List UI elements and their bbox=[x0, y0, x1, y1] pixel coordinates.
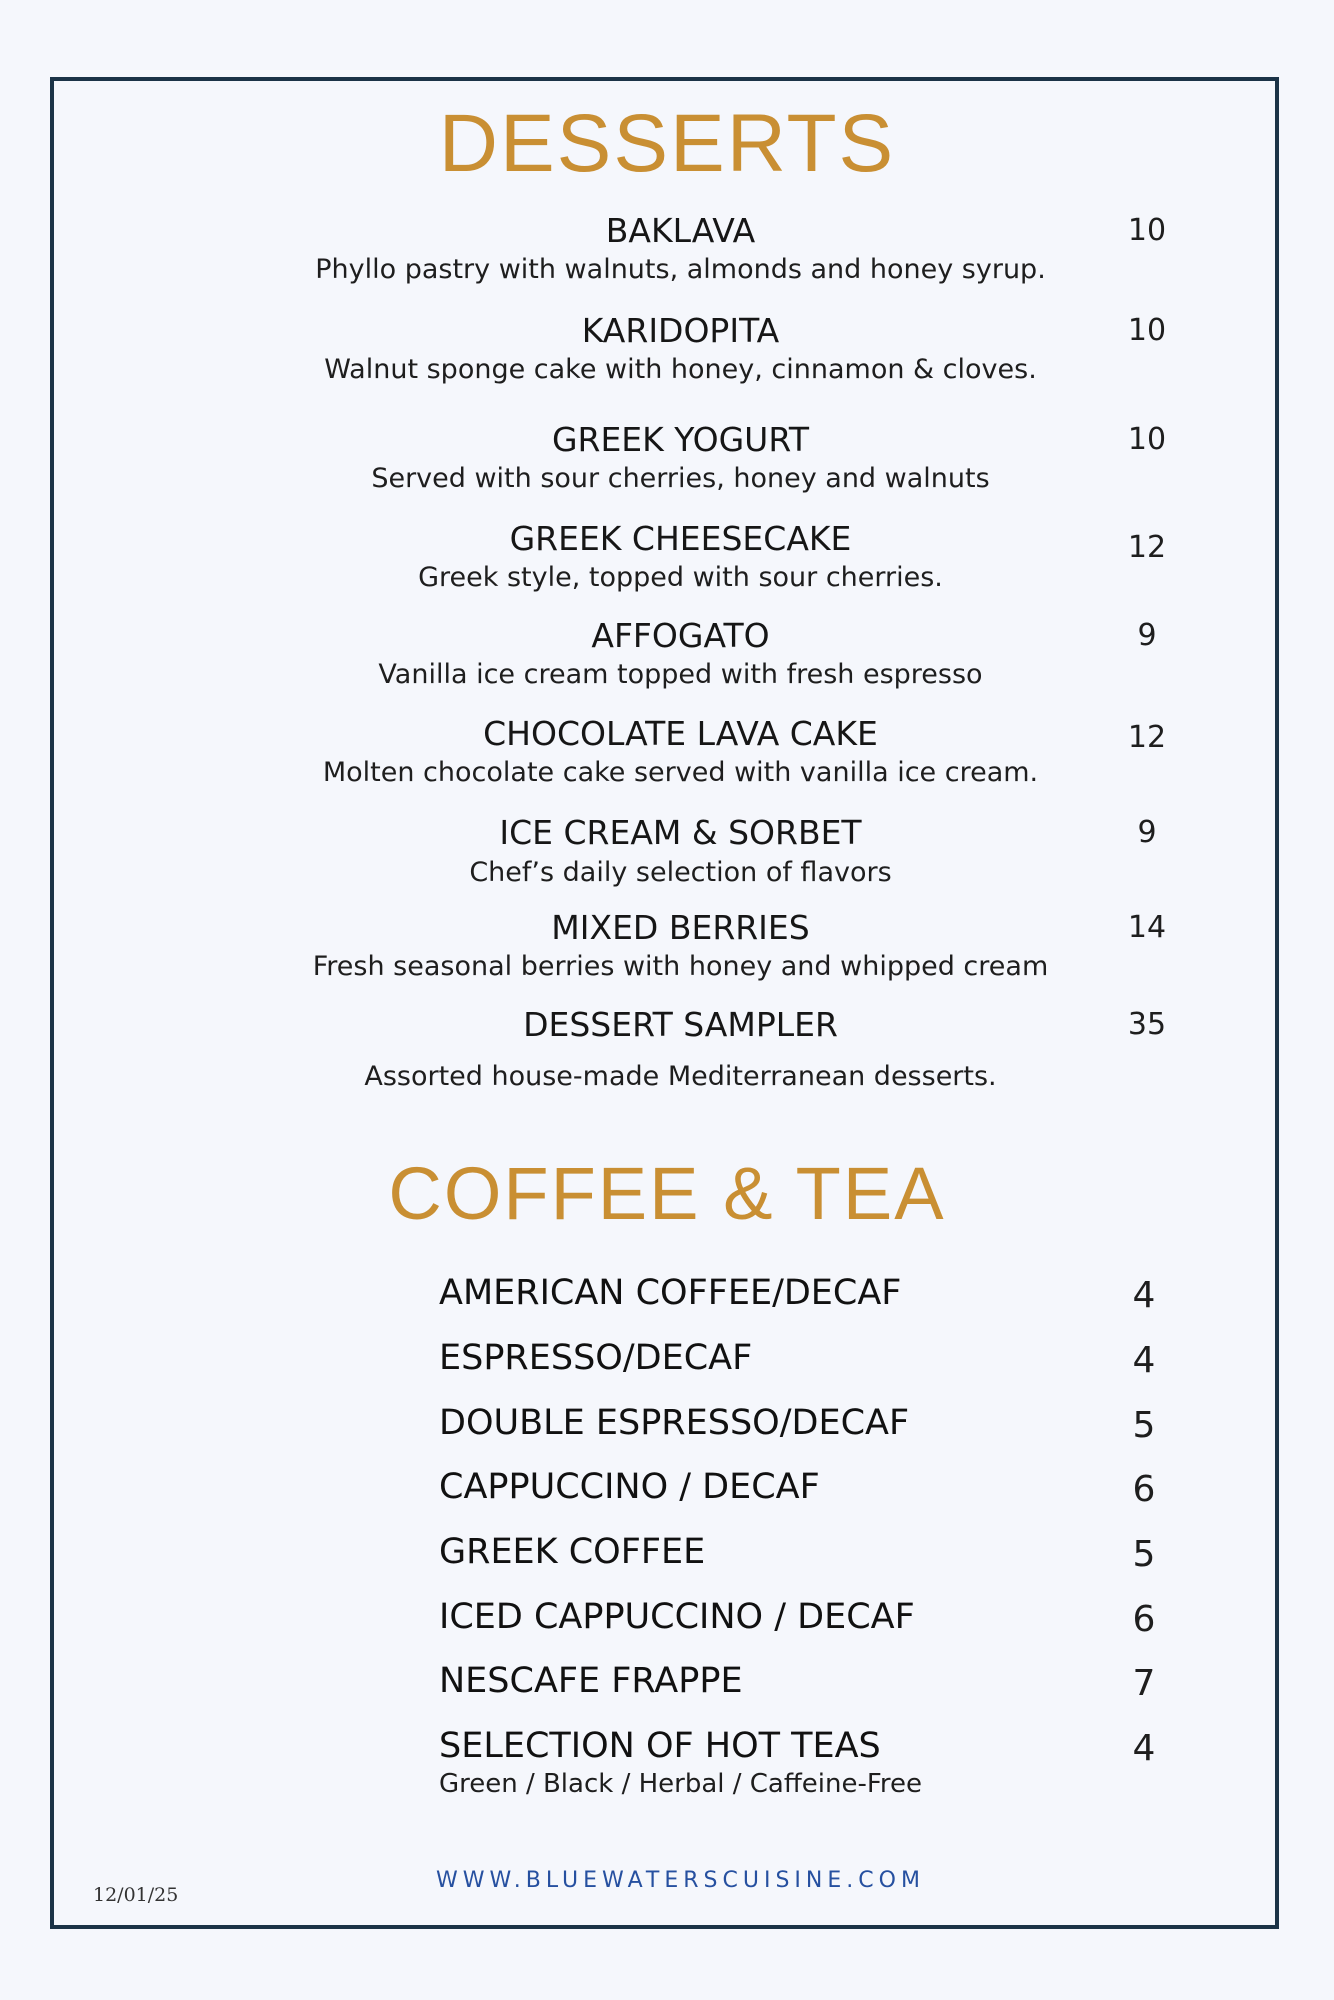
dessert-item-price: 12 bbox=[1127, 720, 1167, 755]
dessert-item-name: ICE CREAM & SORBET bbox=[499, 813, 862, 852]
coffee-item-name: NESCAFE FRAPPE bbox=[439, 1661, 743, 1701]
dessert-item-desc: Molten chocolate cake served with vanilla ice cream. bbox=[322, 757, 1039, 788]
coffee-item-name: DOUBLE ESPRESSO/DECAF bbox=[439, 1403, 910, 1443]
dessert-item-price: 9 bbox=[1137, 618, 1157, 653]
dessert-item-name: GREEK YOGURT bbox=[551, 420, 810, 459]
dessert-item-price: 9 bbox=[1137, 815, 1157, 850]
coffee-item-price: 6 bbox=[1132, 1469, 1156, 1510]
coffee-item-name: CAPPUCCINO / DECAF bbox=[439, 1467, 820, 1507]
coffee-item-price: 5 bbox=[1132, 1534, 1156, 1575]
dessert-item-desc: Walnut sponge cake with honey, cinnamon & cloves. bbox=[324, 354, 1037, 385]
dessert-item-desc: Vanilla ice cream topped with fresh espresso bbox=[378, 659, 983, 690]
dessert-item-desc: Greek style, topped with sour cherries. bbox=[418, 562, 943, 593]
coffee-item-name: AMERICAN COFFEE/DECAF bbox=[439, 1273, 902, 1313]
dessert-item-name: BAKLAVA bbox=[605, 211, 756, 250]
coffee-item-price: 5 bbox=[1132, 1405, 1156, 1446]
coffee-item-price: 4 bbox=[1132, 1275, 1156, 1316]
dessert-item-desc: Fresh seasonal berries with honey and whipped cream bbox=[312, 951, 1049, 982]
dessert-item-price: 10 bbox=[1127, 213, 1167, 248]
coffee-item-price: 4 bbox=[1132, 1728, 1156, 1769]
coffee-item-name: GREEK COFFEE bbox=[439, 1532, 706, 1572]
dessert-item-name: DESSERT SAMPLER bbox=[523, 1005, 838, 1044]
menu-date: 12/01/25 bbox=[93, 1884, 179, 1906]
dessert-item-desc: Chef’s daily selection of flavors bbox=[469, 857, 892, 888]
dessert-item-price: 14 bbox=[1127, 910, 1167, 945]
dessert-item-name: KARIDOPITA bbox=[581, 311, 780, 350]
dessert-item-price: 12 bbox=[1127, 530, 1167, 565]
dessert-item-name: MIXED BERRIES bbox=[551, 908, 810, 947]
coffee-item-price: 6 bbox=[1132, 1599, 1156, 1640]
dessert-item-desc: Phyllo pastry with walnuts, almonds and honey syrup. bbox=[315, 254, 1046, 285]
coffee-item-name: ESPRESSO/DECAF bbox=[439, 1338, 753, 1378]
coffee-tea-heading: COFFEE & TEA bbox=[388, 1152, 946, 1235]
dessert-item-desc: Assorted house-made Mediterranean desserts. bbox=[364, 1061, 997, 1092]
coffee-item-name: ICED CAPPUCCINO / DECAF bbox=[439, 1597, 915, 1637]
coffee-item-price: 7 bbox=[1132, 1663, 1156, 1704]
tea-options-note: Green / Black / Herbal / Caffeine-Free bbox=[438, 1769, 923, 1799]
dessert-item-desc: Served with sour cherries, honey and walnuts bbox=[371, 463, 990, 494]
dessert-item-name: GREEK CHEESECAKE bbox=[509, 519, 852, 558]
desserts-heading: DESSERTS bbox=[438, 98, 896, 189]
dessert-item-price: 10 bbox=[1127, 422, 1167, 457]
coffee-item-price: 4 bbox=[1132, 1340, 1156, 1381]
coffee-item-name: SELECTION OF HOT TEAS bbox=[439, 1726, 881, 1766]
dessert-item-price: 35 bbox=[1127, 1007, 1167, 1042]
website-link[interactable]: WWW.BLUEWATERSCUISINE.COM bbox=[436, 1868, 925, 1893]
dessert-item-name: AFFOGATO bbox=[591, 616, 770, 655]
dessert-item-name: CHOCOLATE LAVA CAKE bbox=[483, 714, 878, 753]
dessert-item-price: 10 bbox=[1127, 313, 1167, 348]
